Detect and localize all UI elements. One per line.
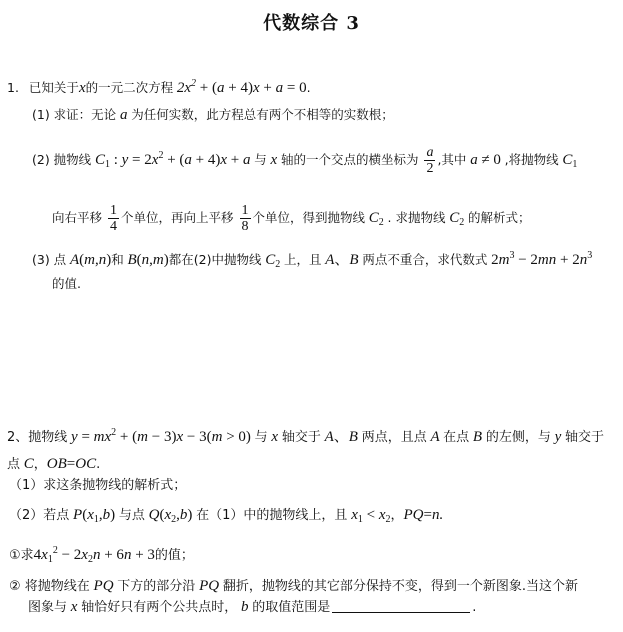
page-title: 代数综合 3 <box>263 13 360 34</box>
problem-2-part-1: （1）求这条抛物线的解析式； <box>9 478 187 493</box>
problem-2-sub-2-line-2: 图象与 x 轴恰好只有两个公共点时， b 的取值范围是 . <box>28 599 477 615</box>
fraction-a-over-2: $\frac{a}{2}$ <box>426 145 434 176</box>
problem-1-stem: 1. 已知关于x的一元二次方程 $2x^2 + (a + 4)x + a = 0$. <box>7 78 311 96</box>
problem-1-number: 1. <box>7 80 19 95</box>
fraction-one-quarter: $\frac{1}{4}$ <box>110 203 117 234</box>
problem-1-part-2-line-2: 向右平移 $\frac{1}{4}$ 个单位，再向上平移 $\frac{1}{8}$ 个单位，得到抛物线 $C_2$ . 求抛物线 $C_2$ 的解析式； <box>52 203 531 234</box>
fraction-one-eighth: $\frac{1}{8}$ <box>241 203 249 234</box>
problem-2-stem-line-1: 2、抛物线 $y = mx^2 + (m - 3)x - 3(m > 0)$ 与 x 轴交于 A、B 两点，且点 A 在点 B 的左侧，与 y 轴交于 <box>7 427 605 445</box>
problem-2-stem-line-2: 点 C，OB=OC. <box>7 456 101 472</box>
problem-1-part-3-line-1: (3) 点 A(m,n)和 B(n,m)都在(2)中抛物线 $C_2$ 上，且 A、B 两点不重合，求代数式 $2m^3 - 2mn + 2n^3$ <box>32 250 593 270</box>
problem-2-sub-1: ①求$4x_1^2 - 2x_2n + 6n + 3$的值； <box>9 545 194 565</box>
problem-2-part-2: （2）若点 $P(x_1,b)$ 与点 $Q(x_2,b)$ 在（1）中的抛物线上，且 $x_1 < x_2$，PQ=n. <box>9 507 444 525</box>
problem-1-part-2-line-1: (2) 抛物线 $C_1$ : $y = 2x^2 + (a + 4)x + a$ 与 x 轴的一个交点的横坐标为 $\frac{a}{2}$ ,其中 a ≠ 0 ,将抛物线 $C_1$ <box>32 145 578 176</box>
problem-2-sub-2-line-1: ② 将抛物线在 PQ 下方的部分沿 PQ 翻折，抛物线的其它部分保持不变，得到一个新图象.当这个新 <box>9 578 578 594</box>
problem-1-part-1: (1) 求证：无论 a 为任何实数，此方程总有两个不相等的实数根； <box>32 107 394 123</box>
problem-1-part-3-line-2: 的值. <box>52 276 81 291</box>
answer-blank[interactable] <box>332 598 470 613</box>
